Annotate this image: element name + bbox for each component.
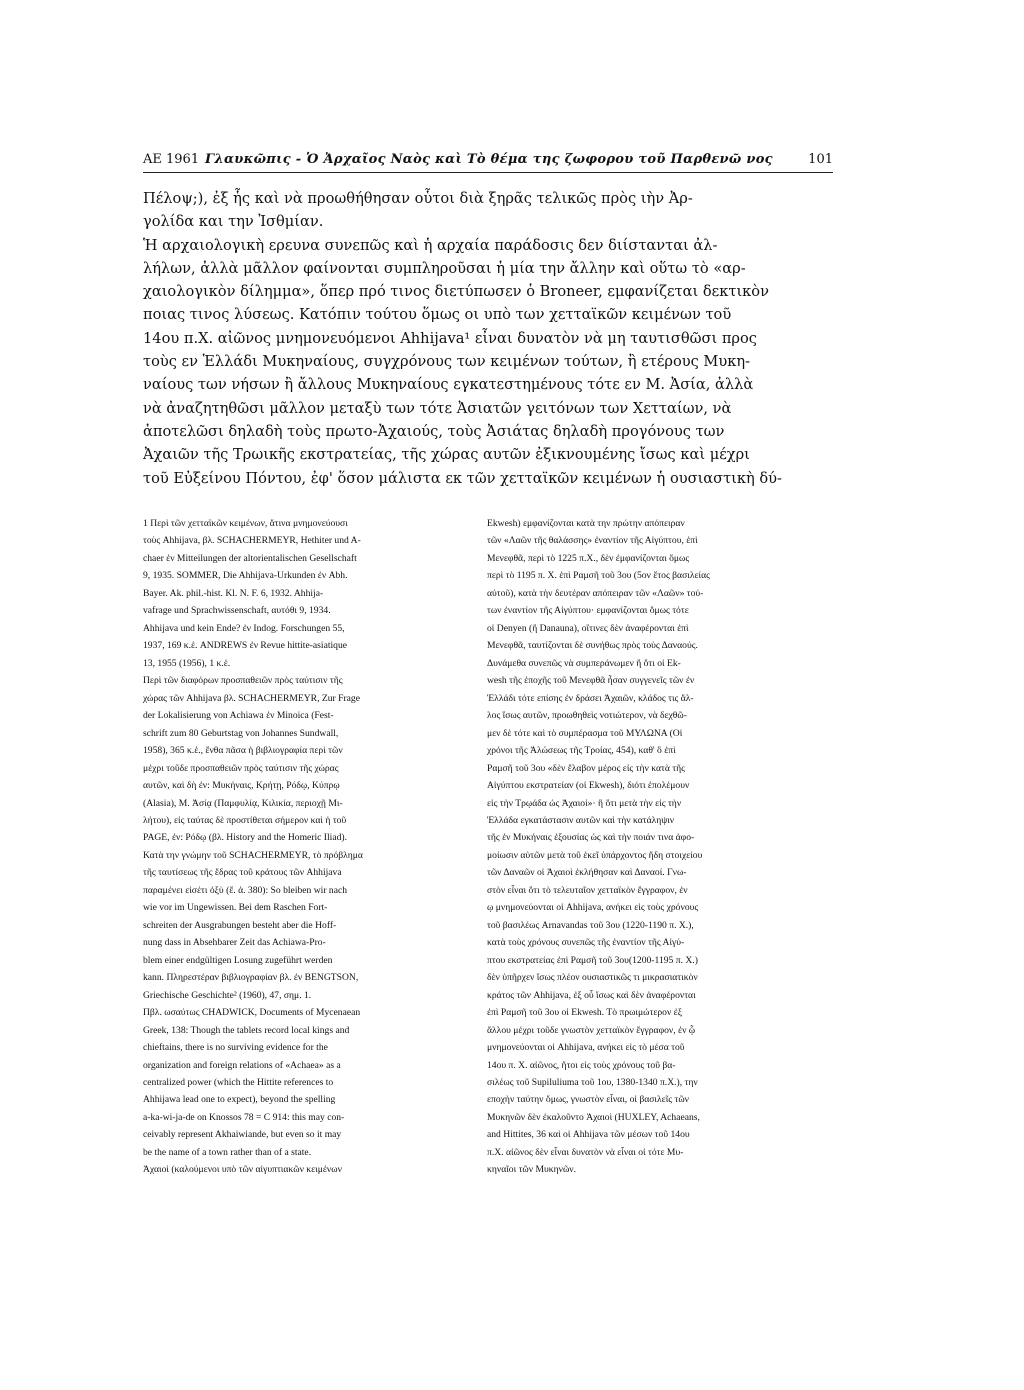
footnote-line: εἰς τὴν Τρῳάδα ὡς Ἀχαιοί»· ἢ ὅτι μετὰ τὴν εἰς τὴν [487,797,682,809]
footnote-line: τοὺς Ahhijava, βλ. SCHACHERMEYR, Hethiter und A- [143,535,361,547]
footnote-line: κηναῖοι τῶν Μυκηνῶν. [487,1164,576,1176]
footnote-line: οἱ Denyen (ἢ Danauna), οἵτινες δὲν ἀναφέρονται ἐπὶ [487,622,689,634]
footnote-line: blem einer endgültigen Losung zugeführt werden [143,954,333,966]
footnote-line: kann. Πληρεστέραν βιβλιογραφίαν βλ. ἐν BENGTSON, [143,972,359,984]
footnote-line: χρόνοι τῆς Ἁλώσεως τῆς Τροίας, 454), καθ' ὃ ἐπὶ [487,745,676,757]
footnote-line: Ekwesh) εμφανίζονται κατὰ την πρώτην απόπειραν [487,518,685,529]
footnote-line: πτου εκστρατείας ἐπὶ Ραμσῆ τοῦ 3ου(1200-1195 π. Χ.) [487,954,698,966]
footnote-line: εποχὴν ταύτην ὅμως, γνωστὸν εἶναι, οἱ βασιλεῖς τῶν [487,1094,689,1106]
footnote-line: be the name of a town rather than of a state. [143,1146,312,1158]
footnote-line: παραμένει εἰσέτι ὀξὺ (ἔ. ἀ. 380): So bleiben wir nach [143,884,348,896]
footnote-line: τῆς ταυτίσεως τῆς ἕδρας τοῦ κράτους τῶν Ahhijava [143,867,342,879]
footnote-line: wie vor im Ungewissen. Bei dem Raschen Fort- [143,902,328,914]
footnote-line: των ἐναντίον τῆς Αἰγύπτου· εμφανίζονται ὅμως τότε [487,605,689,617]
footnotes-right-column [487,515,833,1179]
footnote-line: organization and foreign relations of «Achaea» as a [143,1059,341,1071]
footnote-line: τῶν Δαναῶν οἱ Ἀχαιοὶ ἐκλήθησαν καὶ Δαναοί. Γνω- [487,867,687,879]
footnote-line: ἐπὶ Ραμσῆ τοῦ 3ου οἱ Ekwesh. Τὸ πρωιμώτερον ἐξ [487,1007,682,1019]
page-number: 101 [808,152,833,167]
footnote-line: στὸν εἶναι ὅτι τὸ τελευταῖον χετταϊκὸν ἔγγραφον, ἐν [487,884,688,896]
footnote-line: π.Χ. αἰῶνος δὲν εἶναι δυνατὸν νὰ εἶναι οἱ τότε Μυ- [487,1146,684,1158]
footnote-line: 9, 1935. SOMMER, Die Ahhijava-Urkunden ἐν Abh. [143,570,348,582]
text-line: Πέλοψ;), ἐξ ἧς καὶ νὰ προωθήθησαν οὗτοι διὰ ξηρᾶς τελικῶς πρὸς ιὴν Ἀρ- [143,190,693,207]
footnote-line: schrift zum 80 Geburtstag von Johannes Sundwall, [143,727,339,739]
footnotes-left-column [143,515,475,1179]
footnote-line: ἄλλου μέχρι τοῦδε γνωστὸν χετταϊκὸν ἔγγραφον, ἐν ᾧ [487,1024,696,1036]
running-header [143,150,833,173]
footnote-line: PAGE, ἐν: Ρόδῳ (βλ. History and the Homeric Iliad). [143,832,347,844]
footnote-line: Ἀχαιοὶ (καλούμενοι υπὸ τῶν αἰγυπτιακῶν κειμένων [143,1164,342,1176]
footnote-line: centralized power (which the Hittite references to [143,1077,334,1088]
footnote-line: Ἑλλάδι τότε επίσης ἐν δράσει Ἀχαιῶν, κλάδος τις ἄλ- [487,692,694,704]
footnote-line: λήτου), εἰς ταύτας δὲ προστίθεται σήμερον καὶ ἡ τοῦ [143,814,347,826]
footnote-line: der Lokalisierung von Achiawa ἐν Minoica (Fest- [143,710,334,722]
text-line: νὰ ἀναζητηθῶσι μᾶλλον μεταξὺ των τότε Ἀσιατῶν γειτόνων των Χετταίων, νὰ [143,399,732,417]
footnote-line: 1958), 365 κ.ἑ., ἔνθα πᾶσα ἡ βιβλιογραφία περὶ τῶν [143,745,343,757]
footnote-line: ῳ μνημονεύονται οἱ Ahhijava, ανήκει εἰς τοὺς χρόνους [487,902,699,914]
footnote-line: chaer ἐν Mitteilungen der altorientalischen Gesellschaft [143,552,357,564]
footnote-line: αὐτοῦ), κατὰ τὴν δευτέραν απόπειραν τῶν «Λαῶν» τού- [487,587,704,599]
text-line: ναίους των νήσων ἢ ἄλλους Μυκηναίους εγκατεστημένους τότε εν Μ. Ἀσία, ἀλλὰ [143,376,754,394]
footnote-line: χώρας τῶν Ahhijava βλ. SCHACHERMEYR, Zur Frage [143,692,360,704]
footnote-line: Αἰγύπτου εκστρατείαν (οἱ Ekwesh), διότι ἐπολέμουν [487,780,690,792]
footnote-line: σιλέως τοῦ Supiluliuma τοῦ 1ου, 1380-1340 π.Χ.), την [487,1077,698,1088]
footnote-line: and Hittites, 36 καὶ οἱ Ahhijava τῶν μέσων τοῦ 14ου [487,1129,690,1141]
journal-issue: ΑΕ 1961 [143,152,200,167]
main-text [143,187,833,490]
footnote-line: μοίωσιν αὐτῶν μετὰ τοῦ ἐκεῖ ὑπάρχοντος ἤδη στοιχείου [487,849,703,861]
footnote-line: a-ka-wi-ja-de on Knossos 78 = C 914: this may con- [143,1111,345,1123]
footnote-line: Πβλ. ωσαύτως CHADWICK, Documents of Mycenaean [143,1007,361,1019]
footnote-line: Περὶ τῶν διαφόρων προσπαθειῶν πρὸς ταύτισιν τῆς [143,675,343,687]
footnote-line: Κατὰ την γνώμην τοῦ SCHACHERMEYR, τὸ πρόβλημα [143,849,363,861]
footnote-line: 1 Περὶ τῶν χετταϊκῶν κειμένων, ἅτινα μνημονεύουσι [143,518,348,529]
footnote-line: ceivably represent Akhaiwiande, but even so it may [143,1129,342,1141]
footnote-line: Bayer. Ak. phil.-hist. Kl. N. F. 6, 1932. Ahhija- [143,587,324,599]
footnote-line: Μυκηνῶν δὲν ἐκαλοῦντο Ἀχαιοὶ (HUXLEY, Achaeans, [487,1111,700,1123]
footnote-line: Ἑλλάδα εγκατάστασιν αυτῶν καὶ τὴν κατάληψιν [487,814,675,826]
footnote-line: (Alasia), Μ. Ἀσίᾳ (Παμφυλίᾳ, Κιλικία, περιοχῇ Μι- [143,797,343,809]
footnote-line: τῶν «Λαῶν τῆς θαλάσσης» ἐναντίον τῆς Αἰγύπτου, ἐπὶ [487,535,698,547]
text-line: γολίδα και την Ἰσθμίαν. [143,213,324,231]
footnote-line: Μενεφθᾶ, ταυτίζονται δὲ συνήθως πρὸς τοὺς Δαναούς. [487,640,698,652]
text-line: τοὺς εν Ἑλλάδι Μυκηναίους, συγχρόνους των κειμένων τούτων, ἢ ετέρους Μυκη- [143,353,751,371]
footnote-line: Μενεφθᾶ, περὶ τὸ 1225 π.Χ., δὲν ἐμφανίζονται ὅμως [487,552,690,564]
footnote-line: Greek, 138: Though the tablets record local kings and [143,1024,350,1036]
footnote-line: wesh τῆς ἐποχῆς τοῦ Μενεφθᾶ ἦσαν συγγενεῖς τῶν ἐν [487,675,695,687]
text-line: Ἀχαιῶν τῆς Τρωικῆς εκστρατείας, τῆς χώρας αυτῶν ἐξικνουμένης ἴσως καὶ μέχρι [143,446,750,464]
footnote-line: κατὰ τοὺς χρόνους συνεπῶς τῆς ἐναντίον τῆς Αἰγύ- [487,937,685,949]
footnote-line: κράτος τῶν Ahhijava, ἐξ οὗ ἴσως καὶ δὲν ἀναφέρονται [487,989,696,1001]
text-line: χαιολογικὸν δίλημμα», ὅπερ πρό τινος διετύπωσεν ὁ Broneer, εμφανίζεται δεκτικὸν [143,283,769,301]
footnote-line: Ahhijava und kein Ende? ἐν Indog. Forschungen 55, [143,622,345,634]
text-line: ἀποτελῶσι δηλαδὴ τοὺς πρωτο-Ἀχαιούς, τοὺς Ἀσιάτας δηλαδὴ προγόνους των [143,422,725,440]
footnote-line: δὲν ὑπῆρχεν ἴσως πλέον ουσιαστικῶς τι μικρασιατικὸν [487,972,698,984]
footnote-line: schreiten der Ausgrabungen besteht aber die Hoff- [143,919,337,931]
footnote-line: 13, 1955 (1956), 1 κ.ἑ. [143,657,231,669]
running-title: Γλαυκῶπις - Ὁ Ἀρχαῖος Ναὸς καὶ Τὸ θέμα της ζωφορου τοῦ Παρθενῶ νος [205,152,773,167]
footnote-line: αυτῶν, καὶ δὴ ἐν: Μυκήναις, Κρήτῃ, Ρόδῳ, Κύπρῳ [143,780,340,792]
text-line: λήλων, ἀλλὰ μᾶλλον φαίνονται συμπληροῦσαι ἡ μία την ἄλλην καὶ οὕτω τὸ «αρ- [143,259,746,277]
footnote-line: chieftains, there is no surviving evidence for the [143,1042,328,1054]
footnote-line: 1937, 169 κ.ἑ. ANDREWS ἐν Revue hittite-asiatique [143,640,348,652]
text-line: Ἡ αρχαιολογικὴ ερευνα συνεπῶς καὶ ἡ αρχαία παράδοσις δεν διίστανται ἀλ- [143,236,718,254]
footnote-line: μέχρι τοῦδε προσπαθειῶν πρὸς ταύτισιν τῆς χώρας [143,762,339,774]
footnote-line: τοῦ βασιλέως Arnavandas τοῦ 3ου (1220-1190 π. Χ.), [487,919,694,931]
footnote-line: 14ου π. Χ. αἰῶνος, ἤτοι εἰς τοὺς χρόνους τοῦ βα- [487,1059,676,1071]
footnote-line: περὶ τὸ 1195 π. Χ. ἐπὶ Ραμσῆ τοῦ 3ου (5ον ἔτος βασιλείας [487,570,710,582]
text-line: 14ου π.Χ. αἰῶνος μνημονευόμενοι Ahhijava¹ εἶναι δυνατὸν νὰ μη ταυτισθῶσι προς [143,329,757,347]
footnote-line: Griechische Geschichte² (1960), 47, σημ. 1. [143,989,312,1001]
footnote-line: Ραμσῆ τοῦ 3ου «δὲν ἔλαβον μέρος εἰς τὴν κατὰ τῆς [487,762,685,774]
footnote-line: Ahhijawa lead one to expect), beyond the spelling [143,1094,336,1106]
text-line: ποιας τινος λύσεως. Κατόπιν τούτου ὅμως οι υπὸ των χετταϊκῶν κειμένων τοῦ [143,306,732,324]
footnote-line: λος ἴσως αυτῶν, προωθηθεὶς νοτιώτερον, νὰ δεχθῶ- [487,710,687,722]
footnote-line: τῆς ἐν Μυκήναις ἐξουσίας ὡς καὶ τὴν ποιάν τινα ἀφο- [487,832,695,844]
footnote-line: Δυνάμεθα συνεπῶς νὰ συμπεράνωμεν ἢ ὅτι οἱ Ek- [487,657,681,669]
text-line: τοῦ Εὐξείνου Πόντου, ἐφ' ὅσον μάλιστα εκ τῶν χετταϊκῶν κειμένων ἡ ουσιαστικὴ δύ- [143,469,782,487]
footnote-line: nung dass in Absehbarer Zeit das Achiawa-Pro- [143,937,326,949]
footnote-line: μεν δὲ τότε καὶ τὸ συμπέρασμα τοῦ ΜΥΛΩΝΑ (Οἱ [487,727,683,739]
footnote-line: vafrage und Sprachwissenschaft, αυτόθι 9, 1934. [143,605,331,617]
footnote-line: μνημονεύονται οἱ Ahhijava, ανήκει εἰς τὸ μέσα τοῦ [487,1042,685,1054]
